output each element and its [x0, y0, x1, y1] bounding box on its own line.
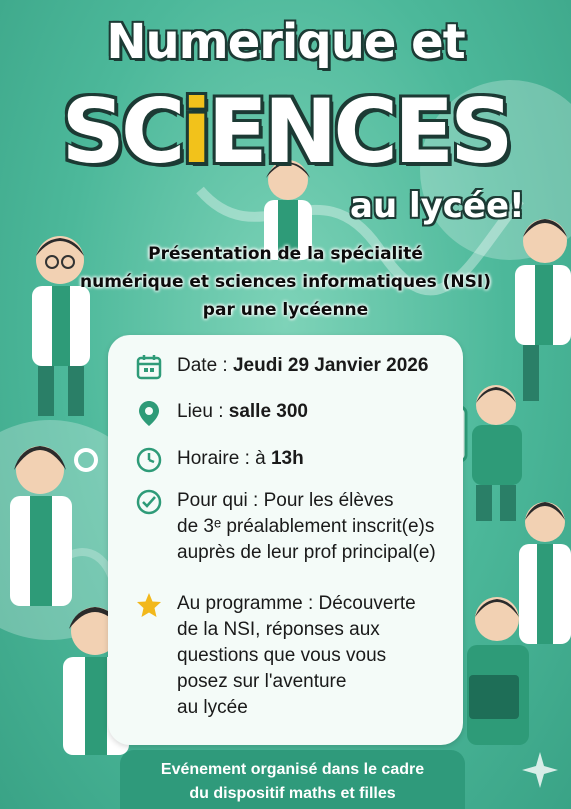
date-value: Jeudi 29 Janvier 2026 — [232, 355, 429, 376]
program-line: au lycée — [177, 697, 248, 718]
title-sciences-prefix: SC — [61, 80, 182, 183]
program-line: Au programme : Découverte — [177, 593, 416, 614]
time-value: 13h — [270, 448, 304, 469]
location-value: salle 300 — [228, 401, 309, 422]
presentation-line: Présentation de la spécialité — [148, 244, 423, 264]
location-label: Lieu : — [177, 401, 229, 422]
date-label: Date : — [177, 355, 233, 376]
sparkle-icon — [520, 750, 560, 790]
program-row — [135, 591, 416, 721]
footer-banner — [120, 750, 465, 809]
clock-icon — [135, 446, 163, 474]
calendar-icon — [135, 353, 163, 381]
checkmark-circle-icon — [135, 488, 163, 516]
presentation-line: par une lycéenne — [202, 300, 369, 320]
date-text — [177, 353, 428, 379]
audience-row — [135, 488, 436, 566]
program-text — [177, 591, 416, 721]
star-icon — [135, 591, 163, 619]
audience-line: auprès de leur prof principal(e) — [177, 542, 436, 563]
title-sciences-suffix: ENCES — [207, 80, 510, 183]
title-line-3: au lycée! — [350, 186, 525, 226]
audience-text — [177, 488, 436, 566]
presentation-text — [0, 240, 571, 324]
time-label: Horaire : à — [177, 448, 271, 469]
location-pin-icon — [135, 399, 163, 427]
date-row — [135, 353, 428, 381]
location-text — [177, 399, 308, 425]
audience-line: de 3ᵉ préalablement inscrit(e)s — [177, 516, 435, 537]
student-illustration-right-bottom — [455, 585, 535, 755]
title-line-1: Numerique et — [106, 14, 465, 70]
program-line: posez sur l'aventure — [177, 671, 347, 692]
title-line-2 — [0, 80, 571, 183]
title-sciences-yellow-i: i — [181, 80, 208, 183]
program-line: questions que vous vous — [177, 645, 387, 666]
footer-line: du dispositif maths et filles — [189, 785, 396, 802]
audience-line: Pour qui : Pour les élèves — [177, 490, 394, 511]
footer-line: Evénement organisé dans le cadre — [160, 761, 425, 778]
presentation-line: numérique et sciences informatiques (NSI) — [80, 272, 491, 292]
time-row — [135, 446, 304, 474]
program-line: de la NSI, réponses aux — [177, 619, 380, 640]
location-row — [135, 399, 308, 427]
time-text — [177, 446, 304, 472]
